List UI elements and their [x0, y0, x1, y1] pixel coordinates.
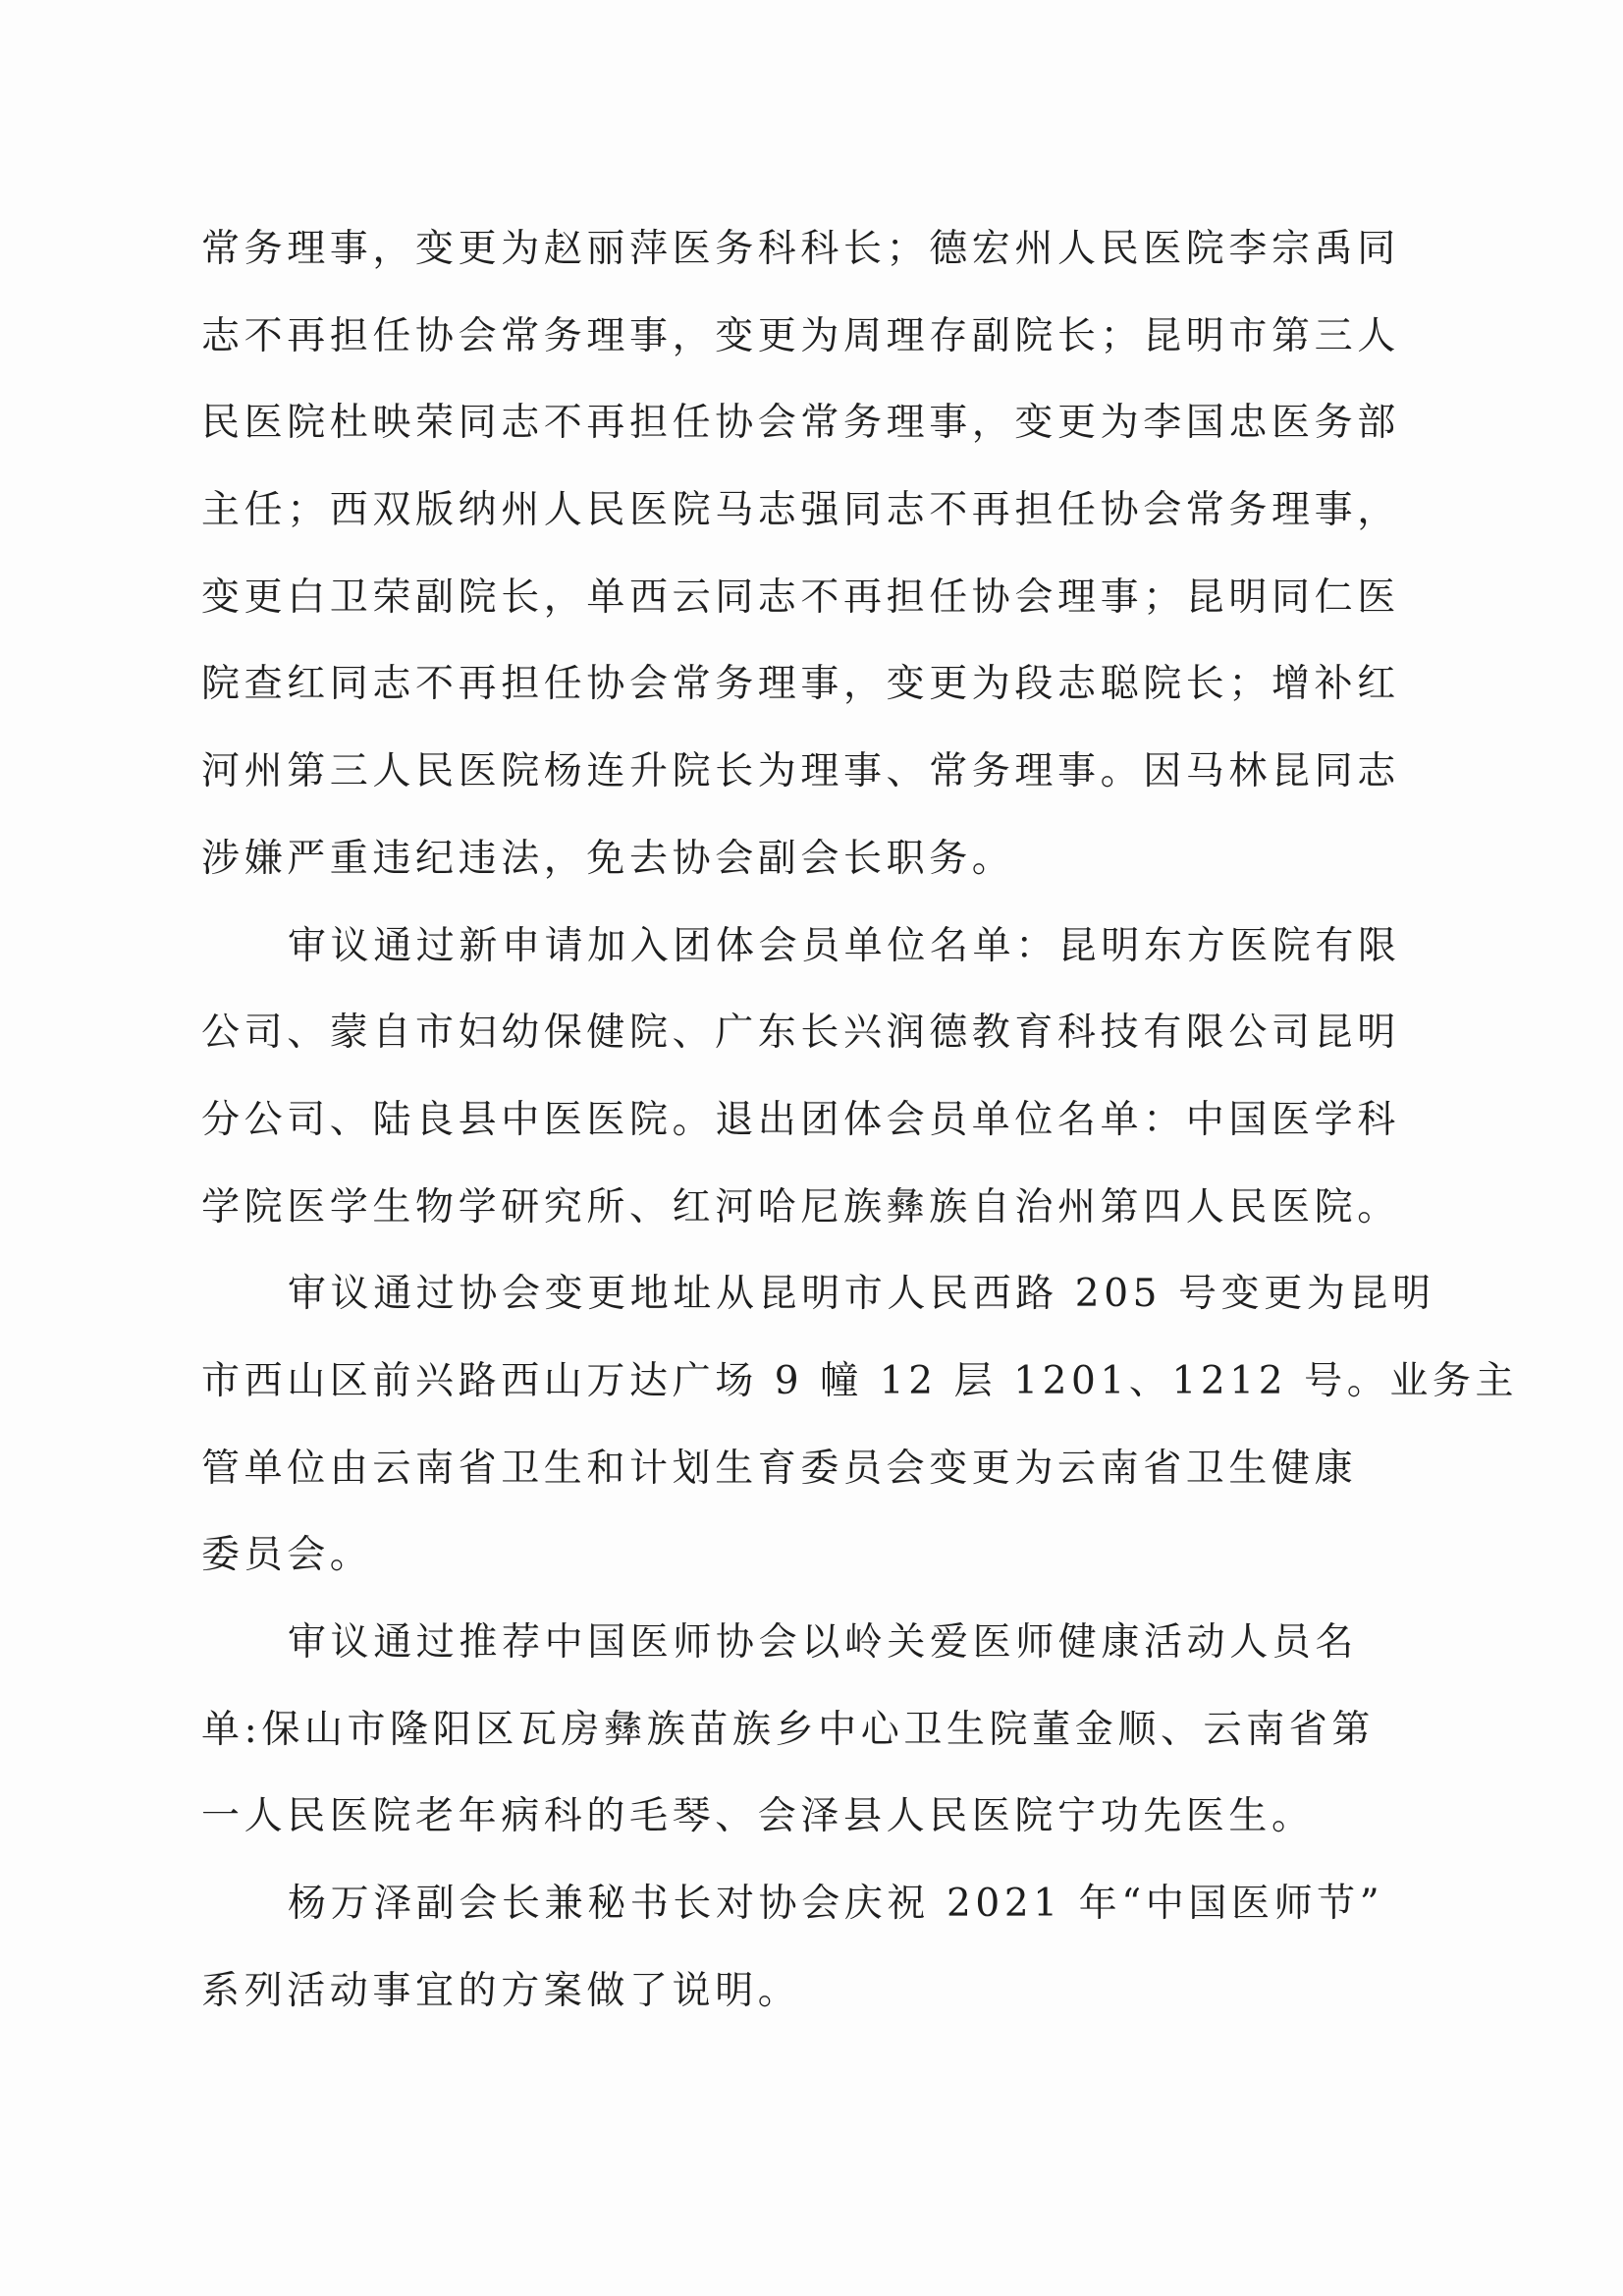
text-line: 公司、蒙自市妇幼保健院、广东长兴润德教育科技有限公司昆明 — [201, 1011, 1400, 1056]
text-line: 系列活动事宜的方案做了说明。 — [201, 1968, 801, 2013]
text-line: 一人民医院老年病科的毛琴、会泽县人民医院宁功先医生。 — [201, 1794, 1315, 1839]
text-line: 主任；西双版纳州人民医院马志强同志不再担任协会常务理事， — [201, 488, 1400, 533]
text-line: 变更白卫荣副院长，单西云同志不再担任协会理事；昆明同仁医 — [201, 574, 1400, 620]
text-line: 志不再担任协会常务理事，变更为周理存副院长；昆明市第三人 — [201, 313, 1400, 358]
paragraph-address-change — [201, 1251, 1519, 1600]
paragraph-recommendation — [201, 1600, 1419, 1861]
paragraph-council-changes — [201, 206, 1419, 903]
text-line: 委员会。 — [201, 1533, 373, 1578]
text-line: 学院医学生物学研究所、红河哈尼族彝族自治州第四人民医院。 — [201, 1184, 1400, 1230]
text-line: 常务理事，变更为赵丽萍医务科科长；德宏州人民医院李宗禹同 — [201, 227, 1400, 271]
text-line: 单:保山市隆阳区瓦房彝族苗族乡中心卫生院董金顺、云南省第 — [201, 1707, 1375, 1752]
text-line: 河州第三人民医院杨连升院长为理事、常务理事。因马林昆同志 — [201, 749, 1400, 794]
text-line: 审议通过协会变更地址从昆明市人民西路 205 号变更为昆明 — [288, 1272, 1435, 1317]
text-line: 市西山区前兴路西山万达广场 9 幢 12 层 1201、1212 号。业务主 — [201, 1358, 1519, 1403]
text-line: 院查红同志不再担任协会常务理事，变更为段志聪院长；增补红 — [201, 662, 1400, 707]
text-line: 杨万泽副会长兼秘书长对协会庆祝 2021 年“中国医师节” — [288, 1882, 1384, 1927]
document-body — [201, 206, 1519, 2035]
paragraph-member-units — [201, 903, 1419, 1252]
text-line: 管单位由云南省卫生和计划生育委员会变更为云南省卫生健康 — [201, 1446, 1358, 1491]
paragraph-doctors-day — [201, 1861, 1419, 2035]
text-line: 分公司、陆良县中医医院。退出团体会员单位名单：中国医学科 — [201, 1097, 1400, 1142]
text-line: 涉嫌严重违纪违法，免去协会副会长职务。 — [201, 836, 1015, 881]
text-line: 审议通过推荐中国医师协会以岭关爱医师健康活动人员名 — [288, 1620, 1359, 1665]
text-line: 民医院杜映荣同志不再担任协会常务理事，变更为李国忠医务部 — [201, 401, 1400, 446]
text-line: 审议通过新申请加入团体会员单位名单：昆明东方医院有限 — [288, 923, 1401, 968]
